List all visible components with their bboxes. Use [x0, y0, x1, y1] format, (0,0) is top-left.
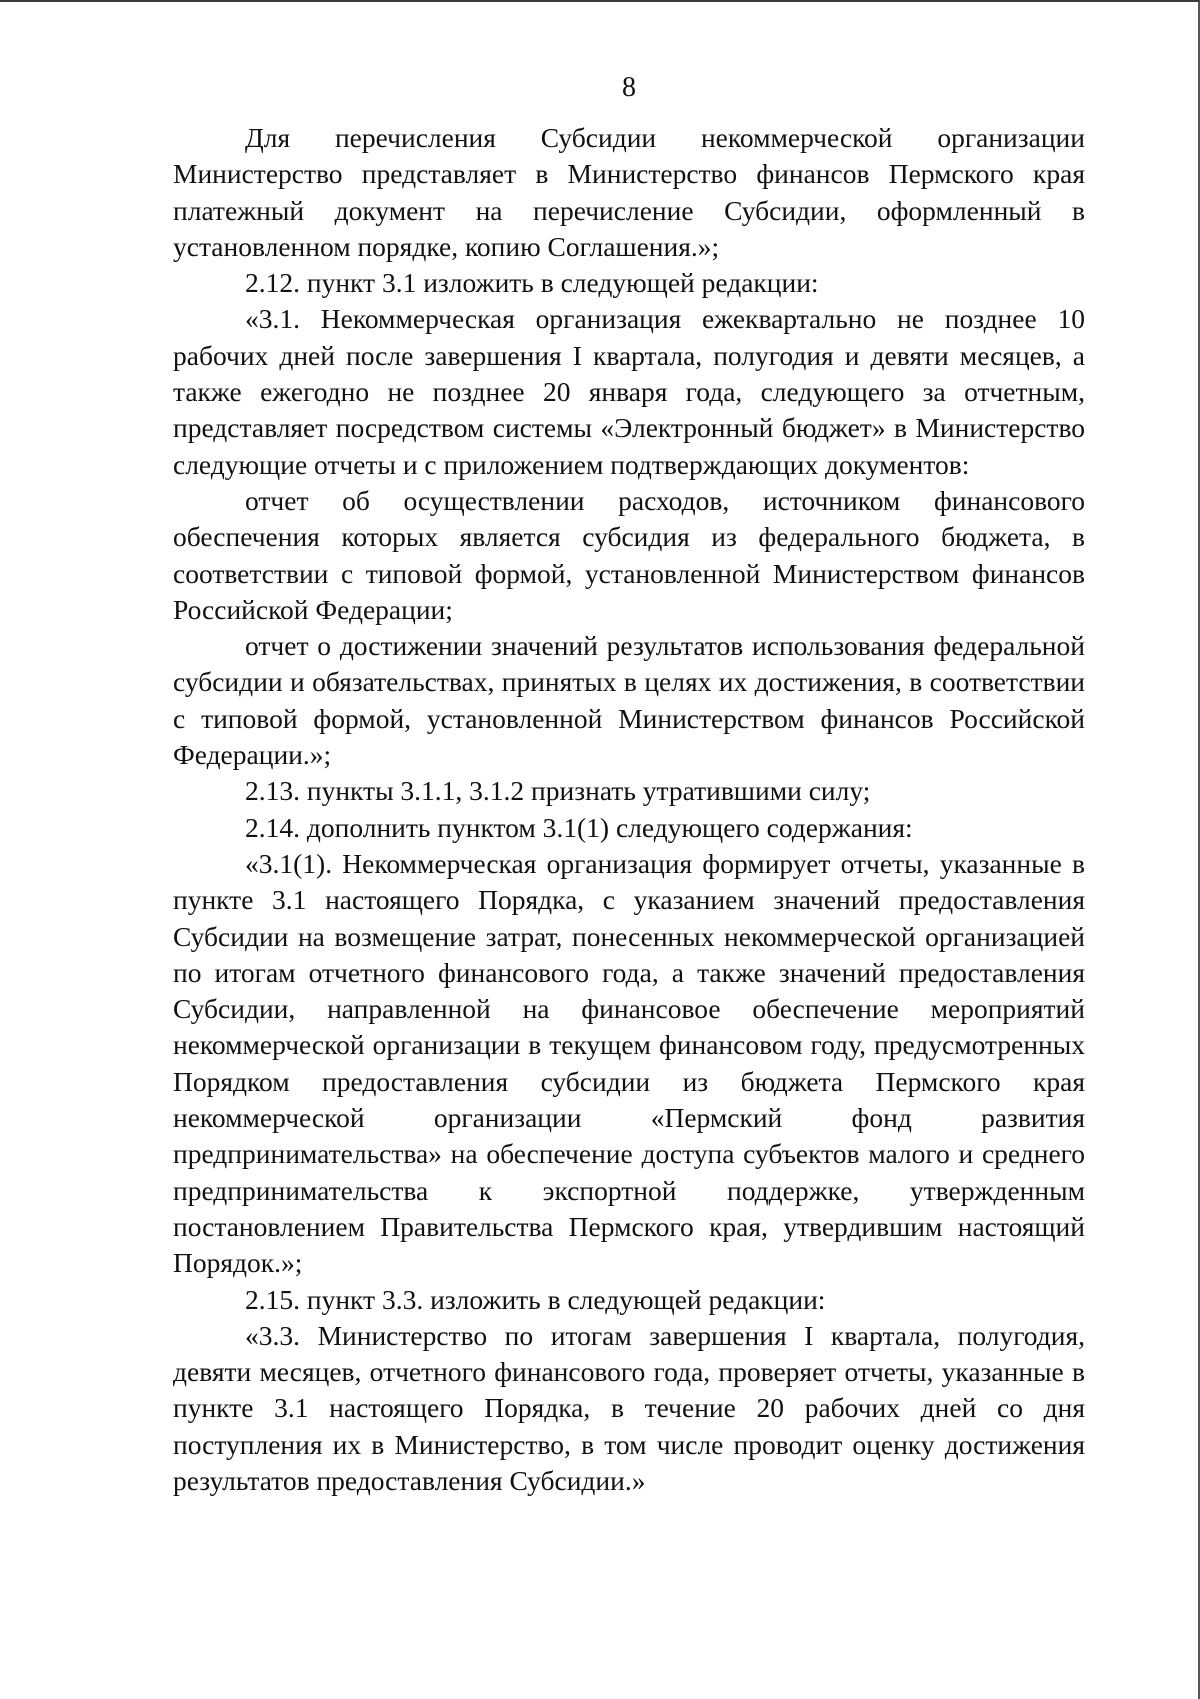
paragraph-item-2-15: 2.15. пункт 3.3. изложить в следующей редакции:: [245, 1283, 826, 1315]
paragraph-report-expenses: отчет об осуществлении расходов, источником финансового обеспечения которых является субсидия из федерального бюджета, в соответствии с типовой формой, установленной Министерством финансов Российской Федерации;: [173, 484, 1085, 625]
paragraph-report-results: отчет о достижении значений результатов использования федеральной субсидии и обязательствах, принятых в целях их достижения, в соответствии с типовой формой, установленной Министерством финансов Российской Федерации.»;: [173, 630, 1085, 771]
paragraph-clause-3-1-1: «3.1(1). Некоммерческая организация формирует отчеты, указанные в пункте 3.1 настоящего Порядка, с указанием значений предоставления Субсидии на возмещение затрат, понесенных некоммерческой организацией по итогам отчетного финансового года, а также значений предоставления Субсидии, направленной на финансовое обеспечение мероприятий некоммерческой организации в текущем финансовом году, предусмотренных Порядком предоставления субсидии из бюджета Пермского края некоммерческой организации «Пермский фонд развития предпринимательства» на обеспечение доступа субъектов малого и среднего предпринимательства к экспортной поддержке, утвержденным постановлением Правительства Пермского края, утвердившим настоящий Порядок.»;: [173, 847, 1085, 1279]
document-body: [173, 120, 1085, 1499]
paragraph-payment-transfer: Для перечисления Субсидии некоммерческой организации Министерство представляет в Министерство финансов Пермского края платежный документ на перечисление Субсидии, оформленный в установленном порядке, копию Соглашения.»;: [173, 122, 1085, 262]
paragraph-clause-3-3: «3.3. Министерство по итогам завершения I квартала, полугодия, девяти месяцев, отчетного финансового года, проверяет отчеты, указанные в пункте 3.1 настоящего Порядка, в течение 20 рабочих дней со дня поступления их в Министерство, в том числе проводит оценку достижения результатов предоставления Субсидии.»: [173, 1319, 1085, 1496]
page-number: 8: [622, 72, 636, 103]
paragraph-clause-3-1: «3.1. Некоммерческая организация ежеквартально не позднее 10 рабочих дней после завершения I квартала, полугодия и девяти месяцев, а также ежегодно не позднее 20 января года, следующего за отчетным, представляет посредством системы «Электронный бюджет» в Министерство следующие отчеты и с приложением подтверждающих документов:: [173, 303, 1085, 480]
paragraph-item-2-12: 2.12. пункт 3.1 изложить в следующей редакции:: [245, 267, 819, 299]
paragraph-item-2-14: 2.14. дополнить пунктом 3.1(1) следующего содержания:: [245, 811, 913, 843]
paragraph-item-2-13: 2.13. пункты 3.1.1, 3.1.2 признать утратившими силу;: [245, 775, 871, 807]
